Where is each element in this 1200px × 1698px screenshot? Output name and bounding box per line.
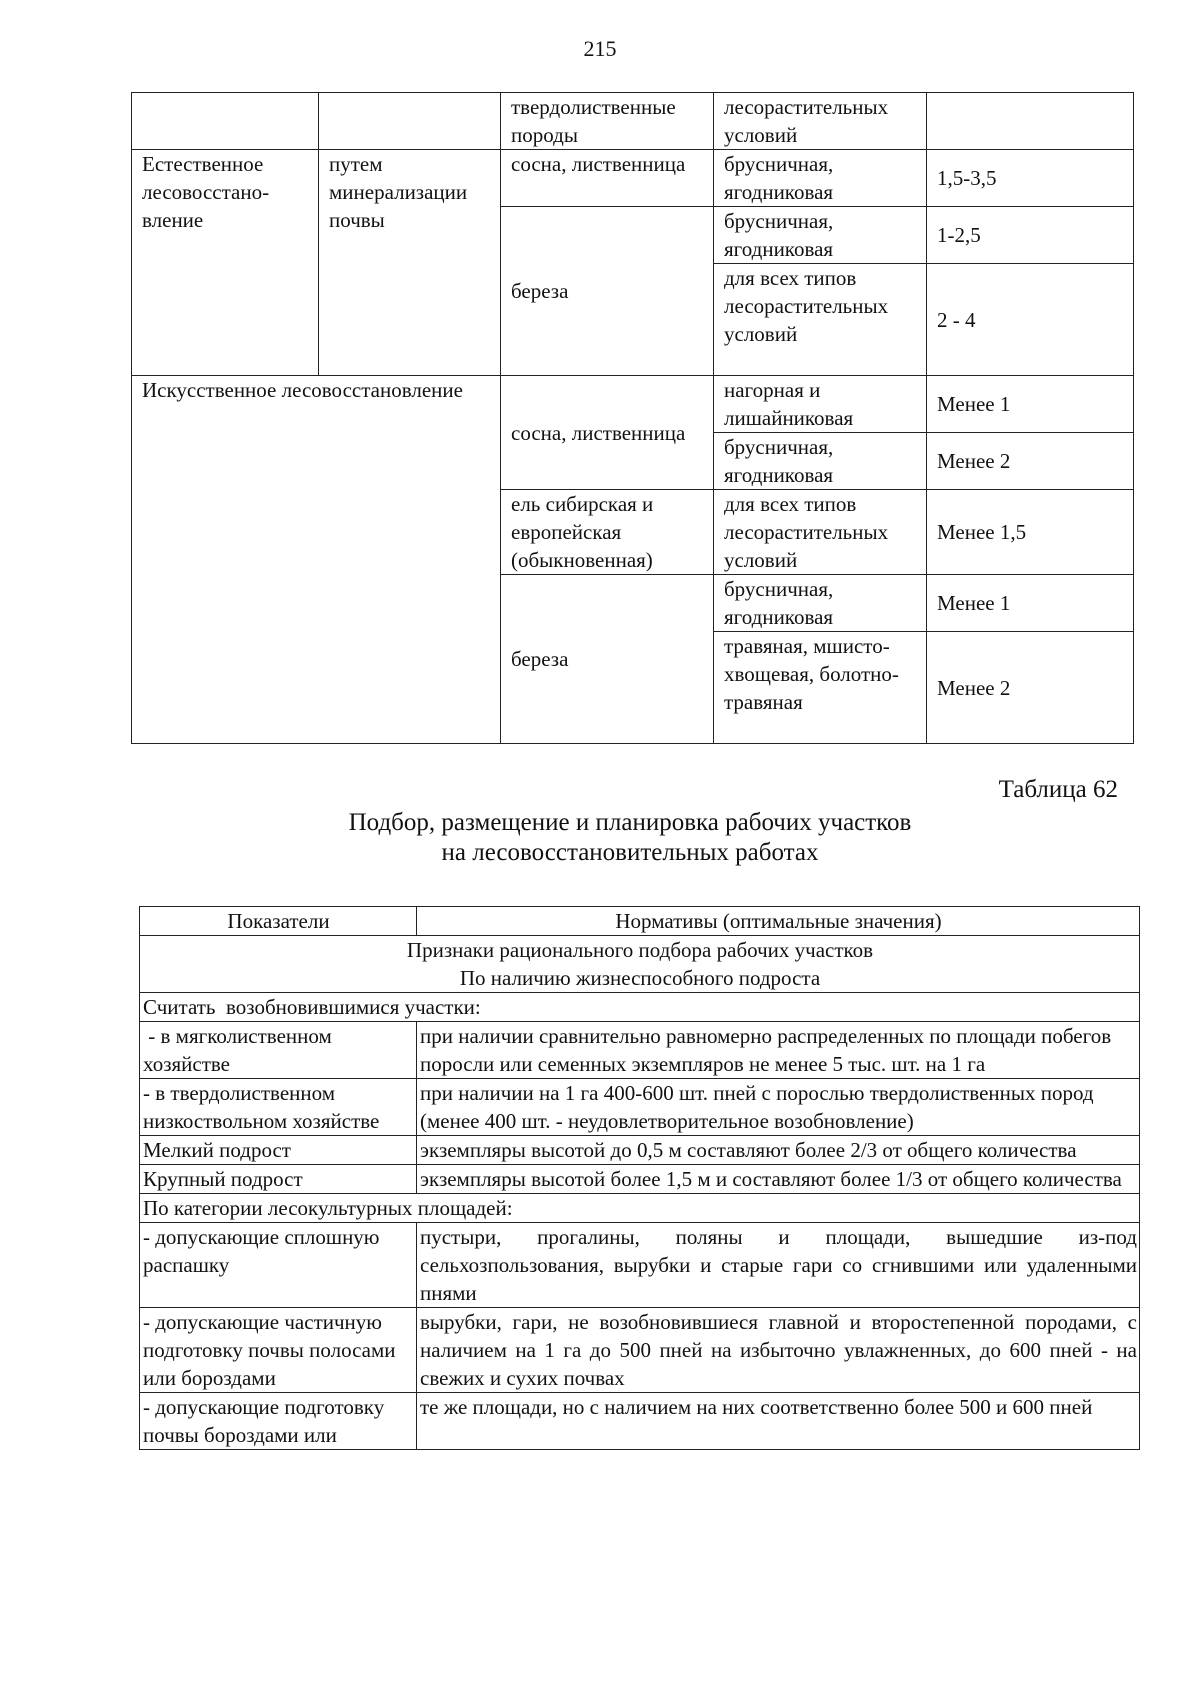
indicator-cell: - допускающие частичную подготовку почвы полосами или бороздами <box>140 1308 417 1393</box>
indicator-cell: Мелкий подрост <box>140 1136 417 1165</box>
method-cell: путем минерализации почвы <box>319 150 501 376</box>
table-row <box>140 1223 1140 1308</box>
continued-table <box>131 92 1134 744</box>
forest-type-cell: брусничная, ягодниковая <box>714 433 927 490</box>
section-row <box>140 936 1140 993</box>
header-indicators: Показатели <box>140 907 417 936</box>
indicator-cell: - в мягколиственном хозяйстве <box>140 1022 417 1079</box>
indicator-cell: - допускающие подготовку почвы бороздами или <box>140 1393 417 1450</box>
indicator-cell: - допускающие сплошную распашку <box>140 1223 417 1308</box>
norm-cell: те же площади, но с наличием на них соответственно более 500 и 600 пней <box>417 1393 1140 1450</box>
forest-type-cell: для всех типов лесорастительных условий <box>714 264 927 376</box>
species-cell: сосна, лиственница <box>501 150 714 207</box>
table-title-line: Подбор, размещение и планировка рабочих участков <box>348 809 912 836</box>
forest-type-cell: травяная, мшисто-хвощевая, болотно-травяная <box>714 632 927 744</box>
species-cell: сосна, лиственница <box>501 376 714 490</box>
norm-cell: при наличии сравнительно равномерно распределенных по площади побегов поросли или семенных экземпляров не менее 5 тыс. шт. на 1 га <box>417 1022 1140 1079</box>
value-cell: Менее 1 <box>927 575 1134 632</box>
table-row <box>132 93 1134 150</box>
table-title-line: на лесовосстановительных работах <box>441 839 819 866</box>
table-row <box>140 1079 1140 1136</box>
forest-type-cell: брусничная, ягодниковая <box>714 150 927 207</box>
subsection-row <box>140 993 1140 1022</box>
page-number: 215 <box>583 36 617 61</box>
species-cell: твердолиственные породы <box>501 93 714 150</box>
forest-type-cell: брусничная, ягодниковая <box>714 207 927 264</box>
species-cell: ель сибирская и европейская (обыкновенная) <box>501 490 714 575</box>
norm-cell: экземпляры высотой до 0,5 м составляют более 2/3 от общего количества <box>417 1136 1140 1165</box>
restoration-type-cell: Естественное лесовосстано-вление <box>132 150 319 376</box>
table-row <box>140 1165 1140 1194</box>
species-cell: береза <box>501 575 714 744</box>
value-cell: Менее 2 <box>927 433 1134 490</box>
norm-cell: вырубки, гари, не возобновившиеся главной и второстепенной породами, с наличием на 1 га до 500 пней на избыточно увлажненных, до 600 пней - на свежих и сухих почвах <box>417 1308 1140 1393</box>
forest-type-cell: для всех типов лесорастительных условий <box>714 490 927 575</box>
table-row <box>140 1022 1140 1079</box>
species-cell: береза <box>501 207 714 376</box>
subsection-heading: По категории лесокультурных площадей: <box>140 1194 1140 1223</box>
restoration-type-cell: Искусственное лесовосстановление <box>132 376 501 744</box>
norm-cell: экземпляры высотой более 1,5 м и составляют более 1/3 от общего количества <box>417 1165 1140 1194</box>
table-row <box>140 1136 1140 1165</box>
indicator-cell: - в твердолиственном низкоствольном хозяйстве <box>140 1079 417 1136</box>
forest-type-cell: брусничная, ягодниковая <box>714 575 927 632</box>
value-cell: Менее 1 <box>927 376 1134 433</box>
subsection-heading: Считать возобновившимися участки: <box>140 993 1140 1022</box>
indicator-cell: Крупный подрост <box>140 1165 417 1194</box>
value-cell: 1,5-3,5 <box>927 150 1134 207</box>
forest-type-cell: нагорная и лишайниковая <box>714 376 927 433</box>
table-title <box>0 808 1200 868</box>
forest-type-cell: лесорастительных условий <box>714 93 927 150</box>
value-cell: Менее 2 <box>927 632 1134 744</box>
value-cell: 2 - 4 <box>927 264 1134 376</box>
norm-cell: пустыри, прогалины, поляны и площади, вышедшие из-под сельхозпользования, вырубки и старые гари со сгнившими или удаленными пнями <box>417 1223 1140 1308</box>
table-row <box>140 1308 1140 1393</box>
value-cell: Менее 1,5 <box>927 490 1134 575</box>
table-header-row <box>140 907 1140 936</box>
table-row <box>132 150 1134 207</box>
section-heading: Признаки рационального подбора рабочих участков По наличию жизнеспособного подроста <box>140 936 1140 993</box>
table-62 <box>139 906 1140 1450</box>
subsection-row <box>140 1194 1140 1223</box>
table-row <box>132 376 1134 433</box>
table-caption: Таблица 62 <box>998 776 1118 803</box>
table-row <box>140 1393 1140 1450</box>
header-norms: Нормативы (оптимальные значения) <box>417 907 1140 936</box>
value-cell: 1-2,5 <box>927 207 1134 264</box>
norm-cell: при наличии на 1 га 400-600 шт. пней с порослью твердолиственных пород (менее 400 шт. - неудовлетворительное возобновление) <box>417 1079 1140 1136</box>
